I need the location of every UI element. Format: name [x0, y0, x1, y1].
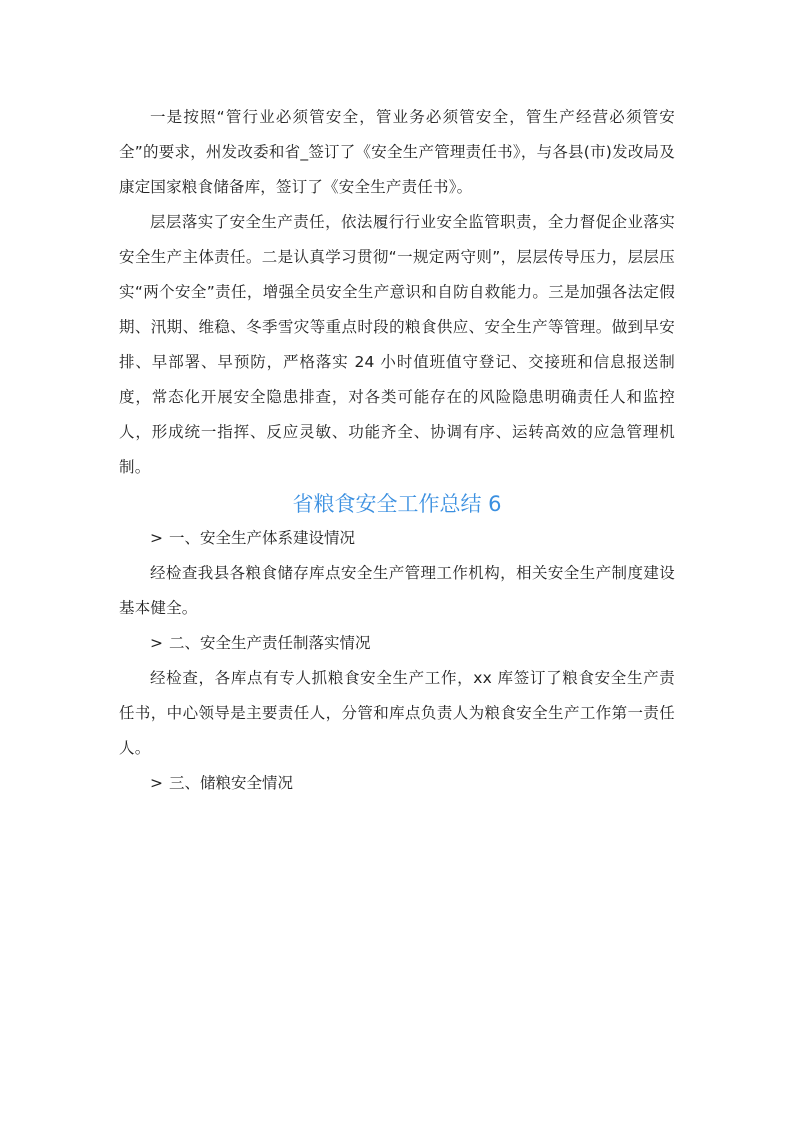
paragraph: 一是按照“管行业必须管安全，管业务必须管安全，管生产经营必须管安全”的要求，州发改委和省_签订了《安全生产管理责任书》，与各县(市)发改局及康定国家粮食储备库，签订了《安全生产责任书》。 [119, 108, 675, 196]
list-marker: > [150, 774, 163, 792]
paragraph: 经检查，各库点有专人抓粮食安全生产工作，xx 库签订了粮食安全生产责任书，中心领导是主要责任人，分管和库点负责人为粮食安全生产工作第一责任人。 [119, 669, 675, 757]
list-marker: > [150, 529, 163, 547]
paragraph: 层层落实了安全生产责任，依法履行行业安全监管职责，全力督促企业落实安全生产主体责任。二是认真学习贯彻“一规定两守则”，层层传导压力，层层压实“两个安全”责任，增强全员安全生产意识和自防自救能力。三是加强各法定假期、汛期、维稳、冬季雪灾等重点时段的粮食供应、安全生产等管理。做到早安排、早部署、早预防，严格落实 24 小时值班值守登记、交接班和信息报送制度，常态化开展安全隐患排查，对各类可能存在的风险隐患明确责任人和监控人，形成统一指挥、反应灵敏、功能齐全、协调有序、运转高效的应急管理机制。 [119, 213, 675, 476]
paragraph: 经检查我县各粮食储存库点安全生产管理工作机构，相关安全生产制度建设基本健全。 [119, 564, 675, 617]
list-marker: > [150, 634, 163, 652]
subheading-text: 三、储粮安全情况 [169, 774, 294, 792]
document-body [119, 100, 675, 801]
subheading-text: 一、安全生产体系建设情况 [169, 529, 356, 547]
section-title: 省粮食安全工作总结 6 [292, 492, 502, 516]
subheading [119, 626, 675, 661]
subheading [119, 521, 675, 556]
subheading [119, 766, 675, 801]
subheading-text: 二、安全生产责任制落实情况 [169, 634, 371, 652]
